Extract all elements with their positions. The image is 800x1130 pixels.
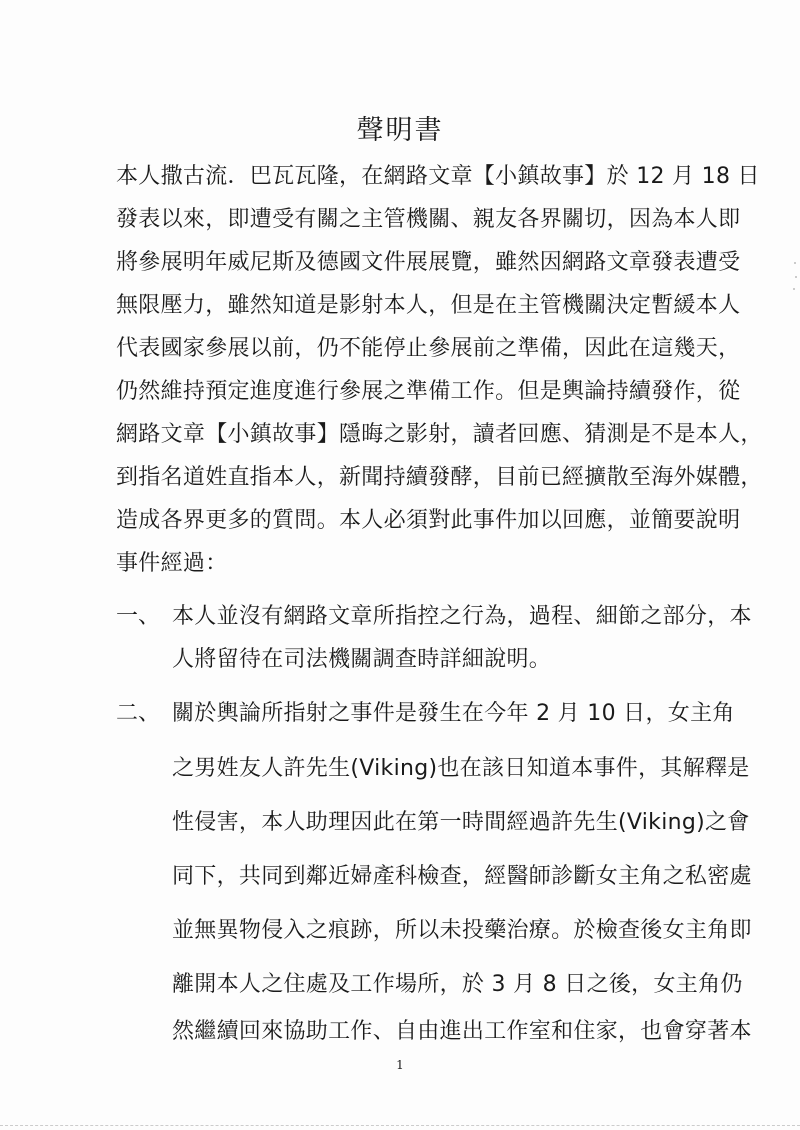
list-item-line: 關於輿論所指射之事件是發生在今年 2 月 10 日，女主角 (172, 701, 735, 726)
intro-line: 發表以來，即遭受有關之主管機關、親友各界關切，因為本人即 (116, 207, 741, 232)
list-item-marker: 一、 (116, 604, 161, 629)
list-item-line: 然繼續回來協助工作、自由進出工作室和住家，也會穿著本 (172, 1019, 752, 1044)
intro-line: 本人撒古流．巴瓦瓦隆，在網路文章【小鎮故事】於 12 月 18 日 (116, 164, 760, 189)
list-item-marker: 二、 (116, 701, 161, 726)
list-item-line: 性侵害，本人助理因此在第一時間經過許先生(Viking)之會 (172, 810, 750, 835)
intro-line: 事件經過： (116, 551, 228, 576)
page-number: 1 (396, 1058, 404, 1072)
intro-line: 將參展明年威尼斯及德國文件展展覽，雖然因網路文章發表遭受 (116, 250, 741, 275)
document-title: 聲明書 (356, 115, 444, 146)
scan-speck-marks (792, 262, 798, 292)
list-item-line: 人將留待在司法機關調查時詳細說明。 (172, 647, 552, 672)
list-item-line: 並無異物侵入之痕跡，所以未投藥治療。於檢查後女主角即 (172, 918, 752, 943)
list-item-line: 本人並沒有網路文章所指控之行為，過程、細節之部分，本 (172, 604, 752, 629)
intro-line: 無限壓力，雖然知道是影射本人，但是在主管機關決定暫緩本人 (116, 293, 741, 318)
intro-line: 仍然維持預定進度進行參展之準備工作。但是輿論持續發作，從 (116, 379, 741, 404)
intro-line: 代表國家參展以前，仍不能停止參展前之準備，因此在這幾天， (116, 336, 741, 361)
intro-line: 造成各界更多的質問。本人必須對此事件加以回應，並簡要說明 (116, 508, 741, 533)
intro-line: 到指名道姓直指本人，新聞持續發酵，目前已經擴散至海外媒體， (116, 465, 763, 490)
list-item-line: 同下，共同到鄰近婦產科檢查，經醫師診斷女主角之私密處 (172, 864, 752, 889)
intro-line: 網路文章【小鎮故事】隱晦之影射，讀者回應、猜測是不是本人， (116, 422, 763, 447)
scan-bottom-edge (0, 1125, 800, 1128)
list-item-line: 之男姓友人許先生(Viking)也在該日知道本事件，其解釋是 (172, 756, 750, 781)
list-item-line: 離開本人之住處及工作場所，於 3 月 8 日之後，女主角仍 (172, 972, 743, 997)
